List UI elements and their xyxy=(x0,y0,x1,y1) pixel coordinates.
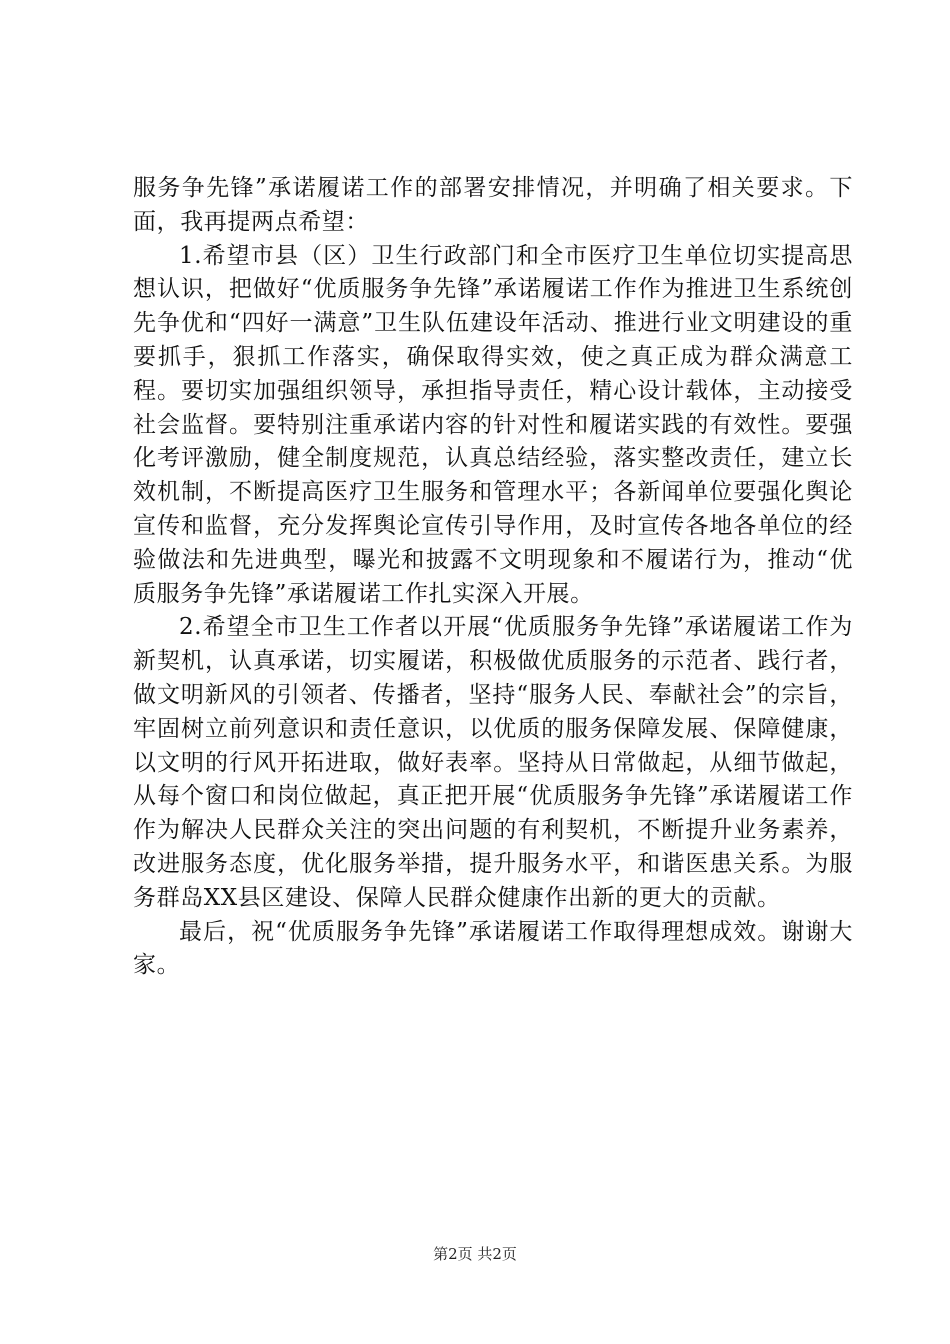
paragraph-hope-1: 1.希望市县（区）卫生行政部门和全市医疗卫生单位切实提高思想认识，把做好“优质服务争先锋”承诺履诺工作作为推进卫生系统创先争优和“四好一满意”卫生队伍建设年活动、推进行业文明建设的重要抓手，狠抓工作落实，确保取得实效，使之真正成为群众满意工程。要切实加强组织领导，承担指导责任，精心设计载体，主动接受社会监督。要特别注重承诺内容的针对性和履诺实践的有效性。要强化考评激励，健全制度规范，认真总结经验，落实整改责任，建立长效机制，不断提高医疗卫生服务和管理水平；各新闻单位要强化舆论宣传和监督，充分发挥舆论宣传引导作用，及时宣传各地各单位的经验做法和先进典型，曝光和披露不文明现象和不履诺行为，推动“优质服务争先锋”承诺履诺工作扎实深入开展。 xyxy=(133,242,853,607)
page-footer: 第2页 共2页 xyxy=(433,1245,517,1263)
paragraph-continuation: 服务争先锋”承诺履诺工作的部署安排情况，并明确了相关要求。下面，我再提两点希望： xyxy=(133,175,853,235)
paragraph-closing: 最后，祝“优质服务争先锋”承诺履诺工作取得理想成效。谢谢大家。 xyxy=(133,918,853,979)
document-body xyxy=(133,172,853,983)
paragraph-hope-2: 2.希望全市卫生工作者以开展“优质服务争先锋”承诺履诺工作为新契机，认真承诺，切实履诺，积极做优质服务的示范者、践行者，做文明新风的引领者、传播者，坚持“服务人民、奉献社会”的宗旨，牢固树立前列意识和责任意识，以优质的服务保障发展、保障健康，以文明的行风开拓进取，做好表率。坚持从日常做起，从细节做起，从每个窗口和岗位做起，真正把开展“优质服务争先锋”承诺履诺工作作为解决人民群众关注的突出问题的有利契机，不断提升业务素养，改进服务态度，优化服务举措，提升服务水平，和谐医患关系。为服务群岛XX县区建设、保障人民群众健康作出新的更大的贡献。 xyxy=(133,614,853,911)
